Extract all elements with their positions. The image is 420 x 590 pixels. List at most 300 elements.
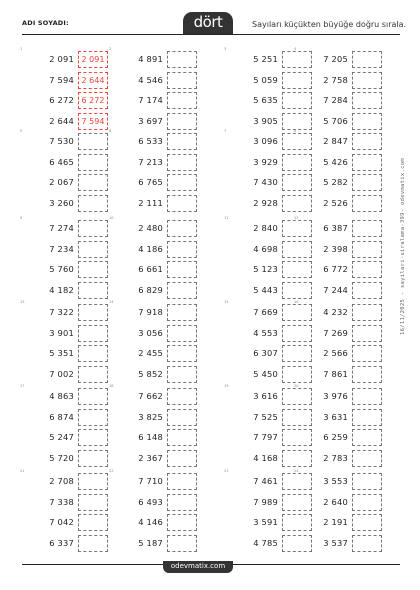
given-number: 4 553 [253, 327, 278, 338]
exercise-row [113, 113, 193, 130]
given-number: 7 284 [323, 95, 348, 105]
exercise-row [298, 473, 378, 490]
given-number: 7 918 [138, 307, 163, 317]
given-number: 5 760 [49, 264, 74, 274]
given-number: 7 710 [138, 476, 163, 486]
exercise-row [113, 220, 193, 237]
given-number: 6 307 [253, 348, 278, 358]
given-number: 3 537 [323, 537, 348, 548]
exercise-row [298, 514, 378, 531]
exercise-row [298, 195, 378, 212]
exercise-number: 14 [109, 300, 114, 304]
exercise-row [228, 282, 308, 299]
logo-text: dört [193, 13, 223, 31]
answer-box[interactable] [167, 450, 197, 467]
answer-box[interactable] [352, 241, 382, 258]
answer-box[interactable] [352, 366, 382, 383]
given-number: 7 797 [253, 432, 278, 442]
given-number: 2 367 [138, 452, 163, 463]
answer-box[interactable] [167, 535, 197, 552]
given-number: 5 123 [253, 264, 278, 274]
exercise-row [298, 220, 378, 237]
given-number: 7 662 [138, 391, 163, 401]
given-number: 4 186 [138, 243, 163, 254]
given-number: 2 644 [49, 115, 74, 126]
exercise-row [228, 51, 308, 68]
exercise-row [24, 514, 104, 531]
given-number: 5 635 [253, 95, 278, 105]
given-number: 2 455 [138, 348, 163, 358]
given-number: 7 205 [323, 54, 348, 64]
answer-box[interactable] [78, 535, 108, 552]
answer-box[interactable] [352, 429, 382, 446]
exercise-row [113, 450, 193, 467]
given-number: 7 530 [49, 136, 74, 146]
exercise-block [224, 300, 308, 384]
answer-box[interactable] [78, 514, 108, 531]
given-number: 3 697 [138, 115, 163, 126]
given-number: 7 042 [49, 517, 74, 527]
given-number: 6 272 [49, 95, 74, 105]
given-number: 2 928 [253, 197, 278, 208]
exercise-row [228, 195, 308, 212]
given-number: 5 706 [323, 115, 348, 126]
given-number: 6 337 [49, 537, 74, 548]
exercise-block [294, 300, 378, 384]
exercise-row [228, 133, 308, 150]
given-number: 2 708 [49, 476, 74, 486]
answer-box[interactable] [167, 409, 197, 426]
exercise-row [24, 261, 104, 278]
given-number: 5 443 [253, 284, 278, 295]
given-number: 4 168 [253, 452, 278, 463]
exercise-row [24, 113, 104, 130]
given-number: 7 669 [253, 307, 278, 317]
given-number: 2 398 [323, 243, 348, 254]
exercise-number: 7 [224, 129, 227, 133]
exercise-row [228, 154, 308, 171]
exercise-row [24, 325, 104, 342]
exercise-row [24, 473, 104, 490]
given-number: 3 591 [253, 517, 278, 527]
given-number: 5 351 [49, 348, 74, 358]
answer-box[interactable] [78, 241, 108, 258]
answer-box[interactable] [167, 366, 197, 383]
answer-box[interactable] [352, 92, 382, 109]
exercise-number: 3 [224, 47, 227, 51]
given-number: 4 546 [138, 74, 163, 85]
given-number: 7 244 [323, 284, 348, 295]
exercise-block [20, 384, 104, 468]
answer-box[interactable] [167, 195, 197, 212]
exercise-row [24, 304, 104, 321]
answer-box[interactable] [78, 304, 108, 321]
exercise-row [298, 113, 378, 130]
answer-box[interactable] [352, 494, 382, 511]
exercise-row [298, 282, 378, 299]
exercise-row [228, 220, 308, 237]
given-number: 5 187 [138, 537, 163, 548]
exercise-row [24, 494, 104, 511]
answer-box[interactable] [167, 494, 197, 511]
answer-box[interactable] [352, 514, 382, 531]
answer-box[interactable] [352, 450, 382, 467]
answer-box[interactable] [78, 174, 108, 191]
exercise-row [298, 366, 378, 383]
exercise-block [109, 300, 193, 384]
exercise-row [228, 241, 308, 258]
exercise-block [294, 384, 378, 468]
given-number: 2 091 [49, 54, 74, 64]
given-number: 6 259 [323, 432, 348, 442]
given-number: 3 616 [253, 391, 278, 401]
answer-box[interactable] [78, 325, 108, 342]
given-number: 6 148 [138, 432, 163, 442]
given-number: 6 765 [138, 177, 163, 187]
given-number: 3 553 [323, 476, 348, 486]
given-number: 4 232 [323, 307, 348, 317]
answer-box[interactable] [78, 92, 108, 109]
exercise-block [109, 47, 193, 131]
answer-box[interactable] [352, 261, 382, 278]
given-number: 2 526 [323, 197, 348, 208]
given-number: 4 182 [49, 284, 74, 295]
exercise-number: 4 [294, 47, 297, 51]
given-number: 3 901 [49, 327, 74, 338]
side-note: 16/11/2025 - sayilari-siralama-399- odevmatix.com [400, 158, 406, 335]
exercise-row [298, 133, 378, 150]
exercise-block [294, 469, 378, 553]
exercise-row [228, 409, 308, 426]
answer-box[interactable] [352, 72, 382, 89]
given-number: 5 247 [49, 432, 74, 442]
exercise-row [298, 325, 378, 342]
exercise-row [298, 241, 378, 258]
exercise-row [24, 92, 104, 109]
exercise-block [224, 216, 308, 300]
exercise-row [113, 261, 193, 278]
given-number: 3 976 [323, 391, 348, 401]
answer-box[interactable] [167, 261, 197, 278]
answer-box[interactable] [167, 113, 197, 130]
answer-box[interactable] [78, 72, 108, 89]
answer-text: 7 594 [81, 116, 105, 126]
answer-box[interactable] [167, 133, 197, 150]
answer-box[interactable] [167, 51, 197, 68]
given-number: 7 002 [49, 368, 74, 379]
exercise-row [228, 514, 308, 531]
exercise-row [298, 261, 378, 278]
exercise-row [113, 195, 193, 212]
answer-box[interactable] [352, 535, 382, 552]
answer-box[interactable] [78, 220, 108, 237]
given-number: 5 059 [253, 74, 278, 85]
answer-box[interactable] [352, 304, 382, 321]
exercise-row [113, 473, 193, 490]
given-number: 4 698 [253, 243, 278, 254]
given-number: 7 989 [253, 496, 278, 507]
given-number: 2 480 [138, 223, 163, 233]
given-number: 3 056 [138, 327, 163, 338]
given-number: 3 825 [138, 411, 163, 422]
answer-box[interactable] [352, 174, 382, 191]
exercise-number: 13 [20, 300, 25, 304]
given-number: 3 905 [253, 115, 278, 126]
exercise-row [113, 366, 193, 383]
answer-box[interactable] [352, 345, 382, 362]
answer-box[interactable] [78, 494, 108, 511]
answer-box[interactable] [352, 113, 382, 130]
given-number: 6 772 [323, 264, 348, 274]
exercise-row [228, 261, 308, 278]
exercise-block [294, 129, 378, 213]
given-number: 6 533 [138, 136, 163, 146]
exercise-row [113, 72, 193, 89]
exercise-row [113, 154, 193, 171]
exercise-row [113, 494, 193, 511]
exercise-row [24, 154, 104, 171]
given-number: 6 874 [49, 411, 74, 422]
exercise-number: 12 [294, 216, 299, 220]
instruction-text: Sayıları küçükten büyüğe doğru sırala. [252, 20, 407, 29]
exercise-row [24, 51, 104, 68]
answer-box[interactable] [167, 241, 197, 258]
given-number: 7 430 [253, 177, 278, 187]
given-number: 7 174 [138, 95, 163, 105]
answer-box[interactable] [167, 325, 197, 342]
exercise-row [24, 282, 104, 299]
exercise-number: 1 [20, 47, 23, 51]
answer-box[interactable] [167, 473, 197, 490]
exercise-row [228, 473, 308, 490]
exercise-row [228, 429, 308, 446]
exercise-block [20, 216, 104, 300]
exercise-row [228, 366, 308, 383]
exercise-row [24, 409, 104, 426]
answer-box[interactable] [352, 388, 382, 405]
answer-box[interactable] [78, 345, 108, 362]
answer-box[interactable] [167, 345, 197, 362]
exercise-number: 15 [224, 300, 229, 304]
exercise-number: 21 [20, 469, 25, 473]
given-number: 2 847 [323, 136, 348, 146]
exercise-row [228, 174, 308, 191]
given-number: 4 146 [138, 517, 163, 527]
exercise-row [228, 388, 308, 405]
exercise-number: 22 [109, 469, 114, 473]
given-number: 5 282 [323, 177, 348, 187]
exercise-row [24, 220, 104, 237]
answer-box[interactable] [167, 388, 197, 405]
exercise-row [228, 450, 308, 467]
exercise-number: 16 [294, 300, 299, 304]
given-number: 4 891 [138, 54, 163, 64]
exercise-row [24, 195, 104, 212]
answer-box[interactable] [78, 450, 108, 467]
exercise-row [298, 154, 378, 171]
given-number: 5 852 [138, 368, 163, 379]
given-number: 7 461 [253, 476, 278, 486]
answer-box[interactable] [78, 195, 108, 212]
exercise-block [20, 469, 104, 553]
given-number: 2 640 [323, 496, 348, 507]
answer-box[interactable] [352, 282, 382, 299]
answer-box[interactable] [78, 409, 108, 426]
answer-box[interactable] [78, 51, 108, 68]
answer-box[interactable] [78, 366, 108, 383]
answer-box[interactable] [78, 473, 108, 490]
answer-box[interactable] [352, 133, 382, 150]
exercise-row [228, 345, 308, 362]
exercise-row [298, 409, 378, 426]
exercise-number: 24 [294, 469, 299, 473]
exercise-block [294, 47, 378, 131]
exercise-row [24, 241, 104, 258]
given-number: 7 274 [49, 223, 74, 233]
given-number: 5 450 [253, 368, 278, 379]
exercise-row [113, 535, 193, 552]
given-number: 6 387 [323, 223, 348, 233]
exercise-row [24, 345, 104, 362]
exercise-number: 17 [20, 384, 25, 388]
given-number: 2 191 [323, 517, 348, 527]
exercise-row [24, 366, 104, 383]
given-number: 4 863 [49, 391, 74, 401]
answer-text: 2 644 [81, 75, 105, 85]
answer-box[interactable] [78, 261, 108, 278]
exercise-number: 23 [224, 469, 229, 473]
answer-box[interactable] [167, 304, 197, 321]
given-number: 6 493 [138, 496, 163, 507]
exercise-block [224, 129, 308, 213]
exercise-block [109, 129, 193, 213]
answer-text: 6 272 [81, 96, 105, 105]
exercise-block [224, 47, 308, 131]
exercise-row [228, 304, 308, 321]
exercise-row [113, 514, 193, 531]
answer-box[interactable] [167, 514, 197, 531]
exercise-block [294, 216, 378, 300]
given-number: 5 251 [253, 54, 278, 64]
exercise-row [24, 133, 104, 150]
exercise-row [298, 92, 378, 109]
answer-box[interactable] [78, 154, 108, 171]
footer-badge [163, 561, 233, 573]
exercise-row [24, 174, 104, 191]
exercise-row [113, 304, 193, 321]
answer-box[interactable] [167, 174, 197, 191]
given-number: 6 829 [138, 284, 163, 295]
exercise-row [113, 345, 193, 362]
given-number: 2 840 [253, 223, 278, 233]
exercise-number: 8 [294, 129, 297, 133]
answer-box[interactable] [352, 325, 382, 342]
exercise-row [113, 388, 193, 405]
answer-box[interactable] [167, 92, 197, 109]
exercise-row [113, 92, 193, 109]
exercise-row [24, 450, 104, 467]
exercise-number: 9 [20, 216, 23, 220]
footer-site: odevmatix.com [170, 562, 226, 570]
answer-box[interactable] [78, 388, 108, 405]
given-number: 2 111 [138, 197, 163, 208]
exercise-row [298, 450, 378, 467]
answer-box[interactable] [78, 282, 108, 299]
exercise-block [20, 129, 104, 213]
exercise-block [224, 384, 308, 468]
answer-box[interactable] [167, 282, 197, 299]
exercise-number: 20 [294, 384, 299, 388]
exercise-row [228, 535, 308, 552]
answer-box[interactable] [352, 195, 382, 212]
exercise-number: 19 [224, 384, 229, 388]
given-number: 5 426 [323, 156, 348, 167]
given-number: 5 720 [49, 452, 74, 463]
answer-box[interactable] [78, 429, 108, 446]
exercise-row [228, 113, 308, 130]
answer-box[interactable] [352, 473, 382, 490]
name-label: ADI SOYADI: [22, 19, 69, 27]
exercise-row [24, 72, 104, 89]
answer-box[interactable] [78, 133, 108, 150]
exercise-row [228, 92, 308, 109]
exercise-block [20, 47, 105, 131]
answer-box[interactable] [352, 409, 382, 426]
exercise-row [298, 494, 378, 511]
answer-box[interactable] [352, 154, 382, 171]
exercise-row [113, 133, 193, 150]
exercise-row [113, 409, 193, 426]
exercise-block [109, 384, 193, 468]
exercise-row [113, 174, 193, 191]
given-number: 7 338 [49, 496, 74, 507]
answer-box[interactable] [167, 220, 197, 237]
exercise-row [24, 429, 104, 446]
answer-box[interactable] [352, 51, 382, 68]
given-number: 2 758 [323, 74, 348, 85]
given-number: 3 929 [253, 156, 278, 167]
given-number: 3 260 [49, 197, 74, 208]
given-number: 2 783 [323, 452, 348, 463]
answer-box[interactable] [167, 154, 197, 171]
given-number: 7 594 [49, 74, 74, 85]
exercise-number: 18 [109, 384, 114, 388]
exercise-row [298, 72, 378, 89]
exercise-row [298, 535, 378, 552]
given-number: 7 234 [49, 243, 74, 254]
given-number: 7 269 [323, 327, 348, 338]
answer-box[interactable] [167, 429, 197, 446]
exercise-row [113, 241, 193, 258]
exercise-block [20, 300, 104, 384]
given-number: 7 861 [323, 368, 348, 379]
exercise-row [113, 429, 193, 446]
answer-box[interactable] [352, 220, 382, 237]
exercise-row [113, 325, 193, 342]
exercise-row [298, 51, 378, 68]
exercise-row [298, 388, 378, 405]
exercise-number: 11 [224, 216, 229, 220]
answer-box[interactable] [167, 72, 197, 89]
exercise-row [298, 345, 378, 362]
exercise-block [109, 469, 193, 553]
exercise-number: 10 [109, 216, 114, 220]
answer-text: 2 091 [81, 55, 105, 64]
answer-box[interactable] [78, 113, 108, 130]
given-number: 6 465 [49, 156, 74, 167]
exercise-row [24, 388, 104, 405]
exercise-number: 6 [109, 129, 112, 133]
